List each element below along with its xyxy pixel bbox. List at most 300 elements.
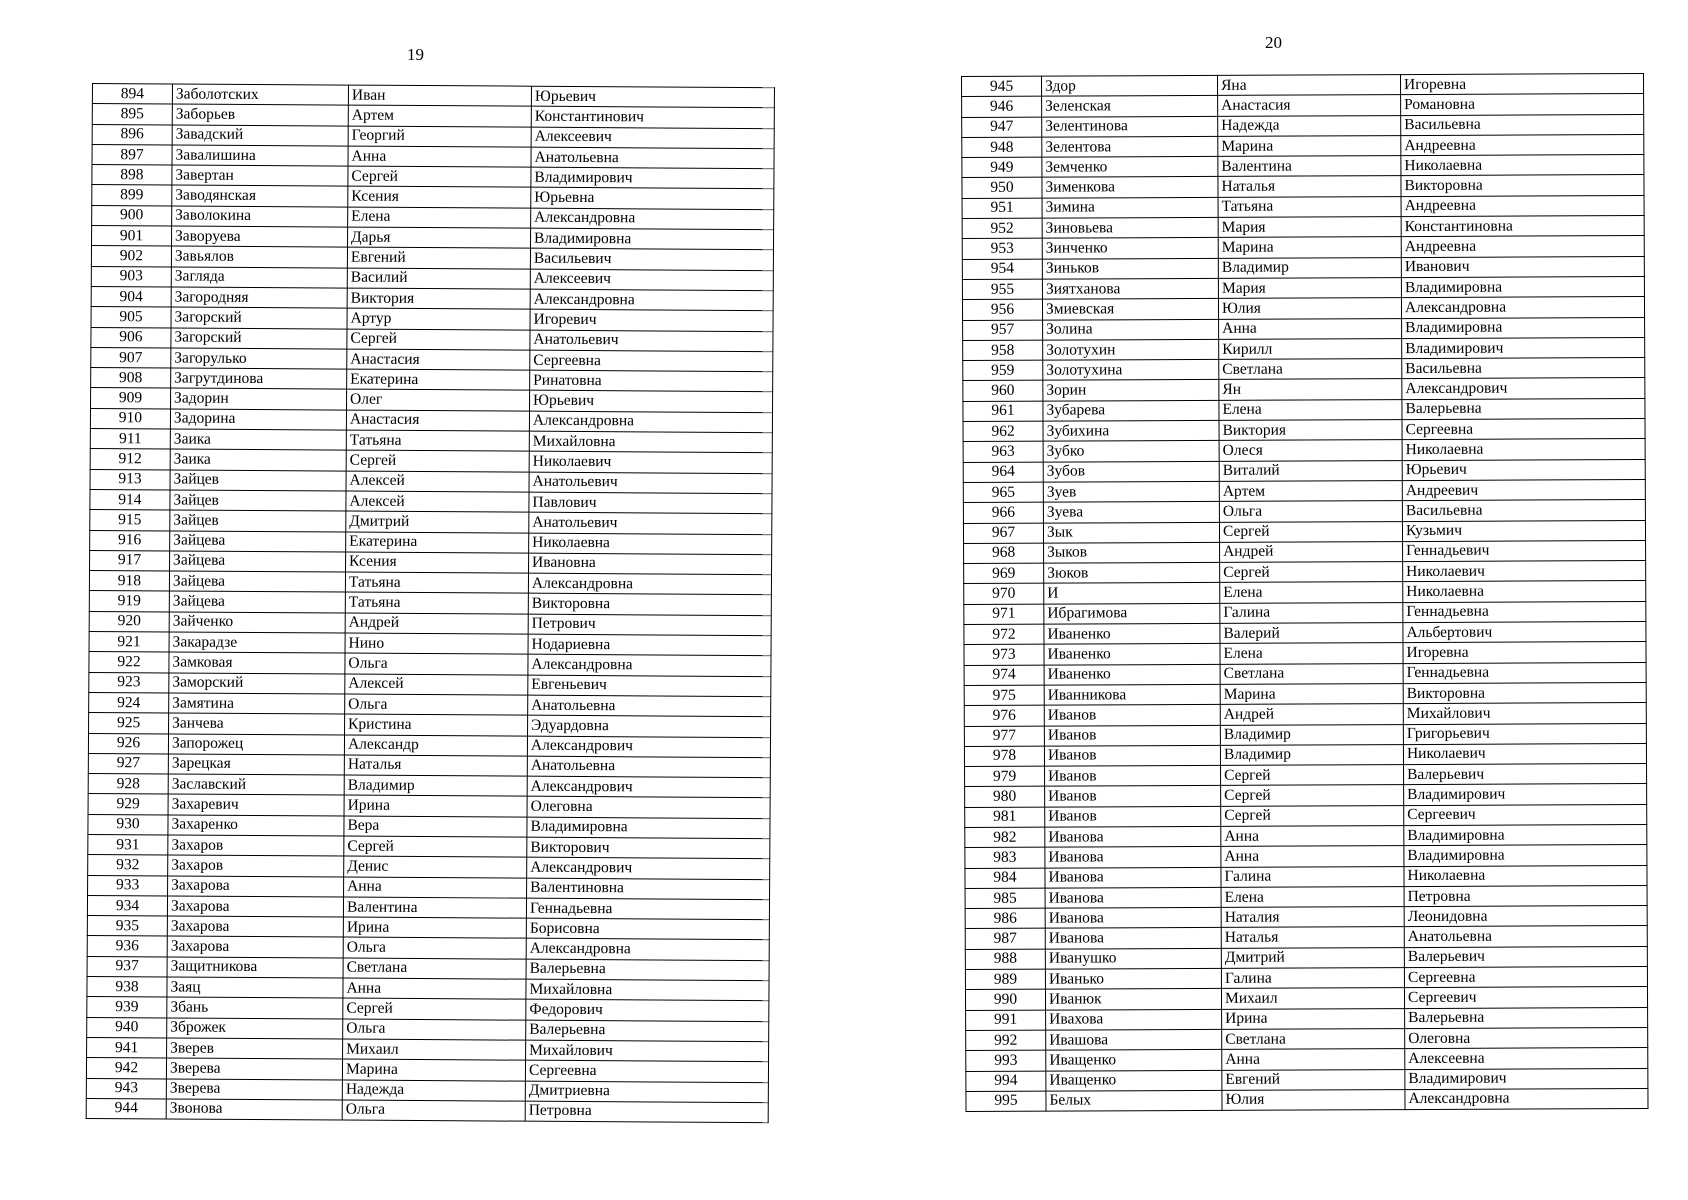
last-name-cell: Заморский [169,673,345,694]
row-number-cell: 909 [91,388,171,409]
row-number-cell: 894 [92,84,172,105]
first-name-cell: Наталья [344,755,527,776]
row-number-cell: 935 [87,916,167,937]
first-name-cell: Ирина [344,795,527,816]
row-number-cell: 995 [966,1091,1046,1112]
first-name-cell: Анастасия [346,410,529,431]
row-number-cell: 992 [966,1030,1046,1051]
last-name-cell: Ивахова [1046,1009,1222,1030]
first-name-cell: Мария [1218,278,1401,299]
patronymic-cell: Юрьевич [531,86,774,108]
last-name-cell: Золина [1043,319,1219,340]
patronymic-cell: Васильевна [1402,358,1645,379]
last-name-cell: Задорина [170,409,346,430]
row-number-cell: 919 [89,591,169,612]
last-name-cell: Зайцева [169,571,345,592]
first-name-cell: Михаил [343,1039,526,1060]
patronymic-cell: Александровна [1401,297,1644,318]
last-name-cell: Зарецкая [168,754,344,775]
first-name-cell: Анна [1222,1049,1405,1070]
first-name-cell: Анна [344,877,527,898]
patronymic-cell: Александровна [529,411,772,433]
last-name-cell: Заяц [167,977,343,998]
table-row [86,1098,768,1122]
patronymic-cell: Николаевна [1403,581,1646,602]
last-name-cell: Зелентинова [1042,116,1218,137]
row-number-cell: 989 [965,969,1045,990]
last-name-cell: Зайцев [170,510,346,531]
patronymic-cell: Андреевна [1401,236,1644,257]
last-name-cell: Заика [170,429,346,450]
patronymic-cell: Анатольевич [529,472,772,494]
row-number-cell: 959 [963,360,1043,381]
first-name-cell: Андрей [1220,541,1403,562]
first-name-cell: Екатерина [347,369,530,390]
last-name-cell: Зимина [1042,197,1218,218]
last-name-cell: Змиевская [1042,299,1218,320]
row-number-cell: 922 [89,652,169,673]
last-name-cell: Захарова [168,876,344,897]
patronymic-cell: Васильевич [530,249,773,271]
last-name-cell: Загорский [171,307,347,328]
last-name-cell: Ибрагимова [1044,603,1220,624]
row-number-cell: 910 [90,408,170,429]
last-name-cell: Закарадзе [169,632,345,653]
last-name-cell: Заводянская [172,185,348,206]
row-number-cell: 895 [92,104,172,125]
last-name-cell: Захаров [168,835,344,856]
last-name-cell: Иванов [1045,765,1221,786]
row-number-cell: 926 [88,733,168,754]
row-number-cell: 984 [965,868,1045,889]
row-number-cell: 928 [88,774,168,795]
last-name-cell: Зайцева [170,551,346,572]
first-name-cell: Светлана [1222,1029,1405,1050]
last-name-cell: Зык [1043,522,1219,543]
last-name-cell: Зайцев [170,470,346,491]
last-name-cell: Иваненко [1044,644,1220,665]
row-number-cell: 946 [962,96,1042,117]
first-name-cell: Светлана [1220,663,1403,684]
patronymic-cell: Анатольевич [529,512,772,534]
first-name-cell: Ольга [343,938,526,959]
patronymic-cell: Анатольевна [1404,926,1647,947]
patronymic-cell: Константинович [531,106,774,128]
first-name-cell: Татьяна [1218,196,1401,217]
patronymic-cell: Валерьевна [1405,1007,1648,1028]
patronymic-cell: Анатольевна [527,756,770,778]
row-number-cell: 932 [88,855,168,876]
row-number-cell: 921 [89,632,169,653]
row-number-cell: 904 [91,286,171,307]
last-name-cell: Запорожец [168,733,344,754]
patronymic-cell: Андреевич [1402,479,1645,500]
first-name-cell: Марина [1220,683,1403,704]
patronymic-cell: Валентиновна [527,878,770,900]
row-number-cell: 900 [92,205,172,226]
row-number-cell: 990 [965,989,1045,1010]
patronymic-cell: Олеговна [1405,1027,1648,1048]
row-number-cell: 915 [90,510,170,531]
row-number-cell: 978 [964,746,1044,767]
patronymic-cell: Геннадьевич [1403,540,1646,561]
row-number-cell: 949 [962,157,1042,178]
patronymic-cell: Николаевич [1403,743,1646,764]
last-name-cell: Ивашова [1046,1029,1222,1050]
last-name-cell: Зиятханова [1042,278,1218,299]
patronymic-cell: Эдуардовна [528,715,771,737]
first-name-cell: Галина [1221,968,1404,989]
patronymic-cell: Валерьевич [1404,764,1647,785]
patronymic-cell: Петрович [528,614,771,636]
patronymic-cell: Александровна [530,289,773,311]
row-number-cell: 974 [964,665,1044,686]
first-name-cell: Артур [347,308,530,329]
row-number-cell: 938 [87,977,167,998]
last-name-cell: Зверев [167,1038,343,1059]
first-name-cell: Яна [1217,75,1400,96]
row-number-cell: 934 [87,895,167,916]
row-number-cell: 965 [963,482,1043,503]
row-number-cell: 968 [964,543,1044,564]
patronymic-cell: Сергеевна [1402,419,1645,440]
row-number-cell: 960 [963,381,1043,402]
patronymic-cell: Алексеевна [1405,1048,1648,1069]
row-number-cell: 903 [91,266,171,287]
first-name-cell: Анна [1219,318,1402,339]
first-name-cell: Сергей [344,836,527,857]
row-number-cell: 913 [90,469,170,490]
first-name-cell: Денис [344,856,527,877]
last-name-cell: Загорулько [171,348,347,369]
page-number: 20 [1265,33,1282,52]
first-name-cell: Вера [344,816,527,837]
last-name-cell: Зеленская [1042,96,1218,117]
last-name-cell: Иванова [1045,908,1221,929]
first-name-cell: Олег [347,390,530,411]
last-name-cell: Зброжек [167,1018,343,1039]
last-name-cell: Зубарева [1043,400,1219,421]
first-name-cell: Ольга [1219,501,1402,522]
last-name-cell: Иванова [1045,887,1221,908]
last-name-cell: Завалишина [172,145,348,166]
first-name-cell: Ксения [348,187,531,208]
row-number-cell: 980 [965,787,1045,808]
row-number-cell: 916 [90,530,170,551]
first-name-cell: Юлия [1218,298,1401,319]
patronymic-cell: Владимировна [527,817,770,839]
first-name-cell: Александр [344,735,527,756]
first-name-cell: Наталья [1221,927,1404,948]
patronymic-cell: Геннадьевна [1403,662,1646,683]
patronymic-cell: Юрьевич [530,391,773,413]
patronymic-cell: Александрович [1402,378,1645,399]
first-name-cell: Андрей [345,613,528,634]
row-number-cell: 918 [89,571,169,592]
first-name-cell: Георгий [348,126,531,147]
patronymic-cell: Петровна [1404,885,1647,906]
row-number-cell: 933 [88,875,168,896]
patronymic-cell: Александровна [526,939,769,961]
first-name-cell: Алексей [345,674,528,695]
last-name-cell: Завертан [172,165,348,186]
row-number-cell: 964 [963,462,1043,483]
patronymic-cell: Юрьевич [1402,459,1645,480]
last-name-cell: Белых [1046,1090,1222,1111]
patronymic-cell: Константиновна [1401,216,1644,237]
last-name-cell: Иваненко [1044,664,1220,685]
last-name-cell: Иванюк [1045,989,1221,1010]
last-name-cell: Иванов [1045,786,1221,807]
row-number-cell: 985 [965,888,1045,909]
row-number-cell: 899 [92,185,172,206]
patronymic-cell: Игоревна [1400,74,1643,95]
patronymic-cell: Александрович [527,857,770,879]
last-name-cell: Замковая [169,652,345,673]
last-name-cell: Заболотских [172,84,348,105]
first-name-cell: Сергей [1219,521,1402,542]
first-name-cell: Сергей [1221,805,1404,826]
first-name-cell: Анна [343,978,526,999]
patronymic-cell: Александровна [531,208,774,230]
first-name-cell: Ольга [345,653,528,674]
row-number-cell: 950 [962,178,1042,199]
row-number-cell: 936 [87,936,167,957]
first-name-cell: Валентина [1218,156,1401,177]
patronymic-cell: Павлович [529,492,772,514]
patronymic-cell: Петровна [525,1101,768,1123]
patronymic-cell: Леонидовна [1404,906,1647,927]
first-name-cell: Сергей [1221,785,1404,806]
first-name-cell: Михаил [1221,988,1404,1009]
last-name-cell: И [1044,583,1220,604]
last-name-cell: Зюков [1044,563,1220,584]
patronymic-cell: Борисовна [526,918,769,940]
row-number-cell: 975 [964,685,1044,706]
last-name-cell: Звонова [166,1099,342,1120]
row-number-cell: 972 [964,624,1044,645]
row-number-cell: 944 [86,1098,166,1119]
last-name-cell: Иванова [1045,928,1221,949]
row-number-cell: 954 [962,259,1042,280]
roster-table [86,83,775,1123]
row-number-cell: 925 [89,713,169,734]
first-name-cell: Владимир [1218,257,1401,278]
first-name-cell: Владимир [1220,744,1403,765]
patronymic-cell: Валерьевна [526,1020,769,1042]
first-name-cell: Светлана [1219,359,1402,380]
last-name-cell: Загляда [171,267,347,288]
first-name-cell: Иван [348,85,531,106]
patronymic-cell: Геннадьевна [526,898,769,920]
first-name-cell: Олеся [1219,440,1402,461]
last-name-cell: Зинченко [1042,238,1218,259]
patronymic-cell: Андреевна [1401,195,1644,216]
patronymic-cell: Романовна [1401,94,1644,115]
row-number-cell: 898 [92,165,172,186]
last-name-cell: Захаров [168,855,344,876]
patronymic-cell: Валерьевна [526,959,769,981]
first-name-cell: Василий [347,268,530,289]
row-number-cell: 943 [86,1078,166,1099]
patronymic-cell: Алексеевич [530,269,773,291]
last-name-cell: Зелентова [1042,136,1218,157]
last-name-cell: Заволокина [172,206,348,227]
row-number-cell: 979 [965,766,1045,787]
first-name-cell: Ирина [1222,1008,1405,1029]
last-name-cell: Зуев [1043,481,1219,502]
row-number-cell: 970 [964,584,1044,605]
first-name-cell: Андрей [1220,704,1403,725]
patronymic-cell: Николаевич [529,452,772,474]
patronymic-cell: Владимировна [1402,317,1645,338]
first-name-cell: Сергей [1221,765,1404,786]
row-number-cell: 981 [965,807,1045,828]
first-name-cell: Сергей [347,329,530,350]
last-name-cell: Збань [167,997,343,1018]
last-name-cell: Золотухина [1043,360,1219,381]
last-name-cell: Защитникова [167,957,343,978]
first-name-cell: Наталия [1221,907,1404,928]
patronymic-cell: Александровна [528,573,771,595]
first-name-cell: Сергей [346,450,529,471]
patronymic-cell: Михайлович [526,1040,769,1062]
patronymic-cell: Сергеевна [525,1060,768,1082]
patronymic-cell: Сергеевна [1404,967,1647,988]
first-name-cell: Сергей [343,998,526,1019]
row-number-cell: 931 [88,834,168,855]
row-number-cell: 976 [964,705,1044,726]
first-name-cell: Кирилл [1219,338,1402,359]
first-name-cell: Татьяна [345,572,528,593]
last-name-cell: Зубко [1043,441,1219,462]
first-name-cell: Татьяна [346,430,529,451]
patronymic-cell: Николаевич [1403,561,1646,582]
first-name-cell: Владимир [344,775,527,796]
first-name-cell: Ян [1219,379,1402,400]
last-name-cell: Заика [170,449,346,470]
patronymic-cell: Сергеевна [530,350,773,372]
row-number-cell: 967 [963,523,1043,544]
row-number-cell: 958 [963,340,1043,361]
page-20 [844,0,1688,1200]
first-name-cell: Валентина [343,897,526,918]
last-name-cell: Иванов [1044,725,1220,746]
last-name-cell: Иванушко [1045,948,1221,969]
last-name-cell: Иванов [1045,806,1221,827]
last-name-cell: Иванова [1045,826,1221,847]
row-number-cell: 945 [962,76,1042,97]
patronymic-cell: Владимирович [1405,1068,1648,1089]
patronymic-cell: Юрьевна [531,188,774,210]
last-name-cell: Захарова [167,896,343,917]
patronymic-cell: Валерьевич [1404,946,1647,967]
patronymic-cell: Валерьевна [1402,398,1645,419]
patronymic-cell: Владимировна [1404,845,1647,866]
last-name-cell: Захаревич [168,794,344,815]
last-name-cell: Иванова [1045,867,1221,888]
patronymic-cell: Викторовна [1403,682,1646,703]
first-name-cell: Алексей [346,491,529,512]
row-number-cell: 952 [962,218,1042,239]
last-name-cell: Завадский [172,125,348,146]
first-name-cell: Дмитрий [346,511,529,532]
first-name-cell: Татьяна [345,592,528,613]
row-number-cell: 971 [964,604,1044,625]
first-name-cell: Галина [1220,602,1403,623]
patronymic-cell: Дмитриевна [525,1081,768,1103]
patronymic-cell: Геннадьевна [1403,601,1646,622]
last-name-cell: Загорский [171,328,347,349]
row-number-cell: 991 [966,1010,1046,1031]
first-name-cell: Елена [1220,582,1403,603]
patronymic-cell: Александровна [528,654,771,676]
first-name-cell: Екатерина [346,532,529,553]
first-name-cell: Марина [342,1059,525,1080]
row-number-cell: 987 [965,929,1045,950]
last-name-cell: Зайцева [170,531,346,552]
patronymic-cell: Владимирович [1404,784,1647,805]
last-name-cell: Золотухин [1043,339,1219,360]
patronymic-cell: Ринатовна [530,370,773,392]
first-name-cell: Елена [1220,643,1403,664]
patronymic-cell: Алексеевич [531,127,774,149]
patronymic-cell: Васильевна [1401,114,1644,135]
last-name-cell: Захарова [167,936,343,957]
row-number-cell: 939 [87,997,167,1018]
last-name-cell: Захарова [167,916,343,937]
patronymic-cell: Владимирович [531,167,774,189]
last-name-cell: Загрутдинова [171,368,347,389]
patronymic-cell: Григорьевич [1403,723,1646,744]
row-number-cell: 961 [963,401,1043,422]
patronymic-cell: Нодариевна [528,634,771,656]
last-name-cell: Задорин [171,388,347,409]
first-name-cell: Дарья [348,227,531,248]
patronymic-cell: Ивановна [529,553,772,575]
last-name-cell: Завьялов [171,246,347,267]
row-number-cell: 973 [964,644,1044,665]
row-number-cell: 897 [92,144,172,165]
row-number-cell: 940 [87,1017,167,1038]
row-number-cell: 937 [87,956,167,977]
first-name-cell: Алексей [346,471,529,492]
last-name-cell: Зубихина [1043,420,1219,441]
patronymic-cell: Анатольевич [530,330,773,352]
row-number-cell: 942 [86,1058,166,1079]
row-number-cell: 951 [962,198,1042,219]
last-name-cell: Загородняя [171,287,347,308]
first-name-cell: Ольга [343,1019,526,1040]
patronymic-cell: Владимировна [530,228,773,250]
first-name-cell: Надежда [342,1080,525,1101]
patronymic-cell: Анатольевна [528,695,771,717]
row-number-cell: 927 [88,753,168,774]
first-name-cell: Галина [1221,866,1404,887]
first-name-cell: Ксения [346,552,529,573]
row-number-cell: 920 [89,611,169,632]
last-name-cell: Зыков [1044,542,1220,563]
last-name-cell: Заборьев [172,104,348,125]
patronymic-cell: Васильевна [1402,500,1645,521]
first-name-cell: Валерий [1220,623,1403,644]
row-number-cell: 962 [963,421,1043,442]
first-name-cell: Анастасия [347,349,530,370]
last-name-cell: Иванько [1045,968,1221,989]
row-number-cell: 896 [92,124,172,145]
row-number-cell: 993 [966,1050,1046,1071]
first-name-cell: Сергей [1220,562,1403,583]
